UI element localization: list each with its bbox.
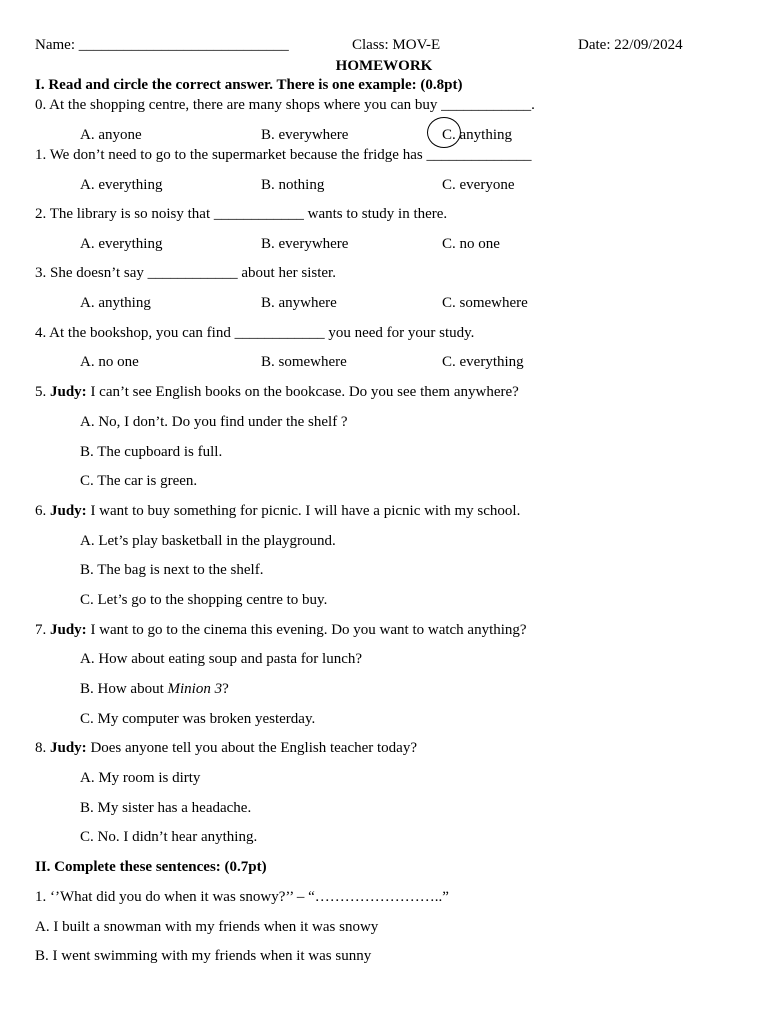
options-row-1 [0,176,768,194]
header [0,37,768,55]
question-4: 4. At the bookshop, you can find ____________ you need for your study. [35,325,475,341]
question-text: I want to buy something for picnic. I will have a picnic with my school. [90,503,521,519]
option-c: C. everyone [442,177,515,193]
option-a: A. everything [80,177,163,193]
section2-option-b: B. I went swimming with my friends when it was sunny [35,948,372,964]
speaker-label: Judy: [50,740,87,756]
option-c: C. Let’s go to the shopping centre to buy. [80,592,328,608]
movie-title: Minion 3 [167,681,223,697]
options-row-3 [0,294,768,312]
option-c: C. somewhere [442,295,528,311]
option-b [80,680,229,698]
option-c: C. No. I didn’t hear anything. [80,829,258,845]
name-field: Name: ____________________________ [35,37,289,53]
option-a: A. anyone [80,127,142,143]
speaker-label: Judy: [50,622,87,638]
section2-question-1: 1. ‘’What did you do when it was snowy?’’ – “……………………..” [35,889,449,905]
option-a: A. How about eating soup and pasta for lunch? [80,651,363,667]
options-row-0 [0,126,768,144]
options-row-4 [0,353,768,371]
option-a: A. no one [80,354,139,370]
speaker-label: Judy: [50,503,87,519]
question-number: 7. [35,622,47,638]
option-b-end: ? [222,681,229,697]
question-6 [35,502,520,520]
question-text: I want to go to the cinema this evening. Do you want to watch anything? [90,622,527,638]
section2-heading: II. Complete these sentences: (0.7pt) [35,859,267,875]
options-row-2 [0,235,768,253]
option-b: B. somewhere [261,354,347,370]
section2-option-a: A. I built a snowman with my friends when it was snowy [35,919,379,935]
option-c: C. everything [442,354,524,370]
speaker-label: Judy: [50,384,87,400]
question-text: I can’t see English books on the bookcase. Do you see them anywhere? [90,384,519,400]
option-b: B. nothing [261,177,325,193]
option-b: B. anywhere [261,295,337,311]
question-text: Does anyone tell you about the English teacher today? [90,740,418,756]
question-0: 0. At the shopping centre, there are many shops where you can buy ____________. [35,97,535,113]
option-a: A. No, I don’t. Do you find under the shelf ? [80,414,348,430]
class-label: Class: MOV-E [352,37,441,53]
option-b-text: B. How about [80,681,164,697]
option-c: C. The car is green. [80,473,198,489]
option-c: C. anything [442,127,512,143]
option-b: B. My sister has a headache. [80,800,252,816]
section1-heading: I. Read and circle the correct answer. There is one example: (0.8pt) [35,77,463,93]
question-3: 3. She doesn’t say ____________ about her sister. [35,265,336,281]
option-b: B. The bag is next to the shelf. [80,562,264,578]
option-a: A. everything [80,236,163,252]
question-number: 8. [35,740,47,756]
option-a: A. My room is dirty [80,770,201,786]
question-5 [35,383,519,401]
question-8 [35,739,417,757]
option-b: B. The cupboard is full. [80,444,223,460]
question-2: 2. The library is so noisy that ____________ wants to study in there. [35,206,448,222]
answer-circle-mark [427,117,461,148]
question-1: 1. We don’t need to go to the supermarket because the fridge has ______________ [35,147,532,163]
page-title: HOMEWORK [335,58,433,74]
question-number: 6. [35,503,47,519]
option-c: C. My computer was broken yesterday. [80,711,316,727]
option-a: A. anything [80,295,151,311]
date-label: Date: 22/09/2024 [578,37,683,53]
option-b: B. everywhere [261,236,349,252]
question-number: 5. [35,384,47,400]
option-a: A. Let’s play basketball in the playground. [80,533,336,549]
option-b: B. everywhere [261,127,349,143]
option-c: C. no one [442,236,500,252]
question-7 [35,621,527,639]
